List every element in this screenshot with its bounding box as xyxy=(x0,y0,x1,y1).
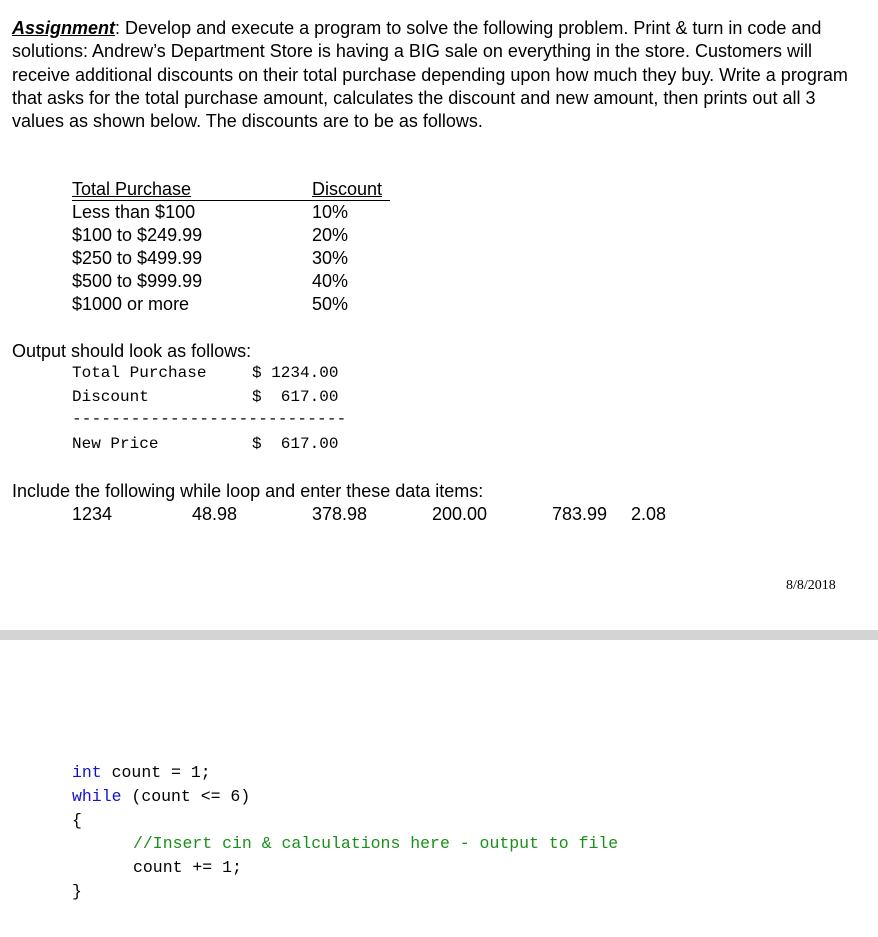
code-open-brace: { xyxy=(72,811,82,830)
code-line-2 xyxy=(72,785,250,809)
table-header-total-purchase: Total Purchase xyxy=(72,179,192,199)
data-item-3: 378.98 xyxy=(312,504,368,524)
table-row-3-discount: 30% xyxy=(312,248,349,268)
output-separator: ---------------------------- xyxy=(72,410,347,428)
code-count-decl: count = 1; xyxy=(101,763,211,782)
output-discount-label: Discount xyxy=(72,388,149,406)
data-item-1: 1234 xyxy=(72,504,113,524)
table-row-4-discount: 40% xyxy=(312,271,349,291)
output-discount-value: $ 617.00 xyxy=(252,388,339,406)
output-new-price-value: $ 617.00 xyxy=(252,435,339,453)
data-item-2: 48.98 xyxy=(192,504,238,524)
table-row-2-range: $100 to $249.99 xyxy=(72,225,203,245)
output-new-price-label: New Price xyxy=(72,435,159,453)
assignment-label: Assignment xyxy=(12,18,116,38)
output-intro: Output should look as follows: xyxy=(12,341,252,361)
code-increment: count += 1; xyxy=(133,858,242,877)
table-row-1-discount: 10% xyxy=(312,202,349,222)
page-date: 8/8/2018 xyxy=(786,578,836,593)
table-row-3-range: $250 to $499.99 xyxy=(72,248,203,268)
table-row-5-range: $1000 or more xyxy=(72,294,190,314)
code-comment: //Insert cin & calculations here - output to file xyxy=(133,834,619,853)
output-total-label: Total Purchase xyxy=(72,364,207,382)
code-keyword-int: int xyxy=(72,763,102,782)
output-total-value: $ 1234.00 xyxy=(252,364,339,382)
table-row-2-discount: 20% xyxy=(312,225,349,245)
page-break xyxy=(0,630,878,640)
table-row-1-range: Less than $100 xyxy=(72,202,196,222)
data-item-4: 200.00 xyxy=(432,504,488,524)
table-row-4-range: $500 to $999.99 xyxy=(72,271,203,291)
code-while-condition: (count <= 6) xyxy=(121,787,251,806)
assignment-text: : Develop and execute a program to solve the following problem. Print & turn in code and solutions: Andrew’s Department Store is having a BIG sale on everything in the store. Customers will receive additional discounts on their total purchase depending upon how much they buy. Write a program that asks for the total purchase amount, calculates the discount and new amount, then prints out all 3 values as shown below. The discounts are to be as follows. xyxy=(12,18,848,132)
data-item-5: 783.99 xyxy=(552,504,608,524)
assignment-paragraph xyxy=(12,17,862,133)
code-keyword-while: while xyxy=(72,787,122,806)
table-header-discount: Discount xyxy=(312,179,383,199)
data-item-6: 2.08 xyxy=(631,504,667,524)
table-row-5-discount: 50% xyxy=(312,294,349,314)
code-close-brace: } xyxy=(72,882,82,901)
loop-intro: Include the following while loop and enter these data items: xyxy=(12,481,484,501)
code-line-1 xyxy=(72,761,211,785)
